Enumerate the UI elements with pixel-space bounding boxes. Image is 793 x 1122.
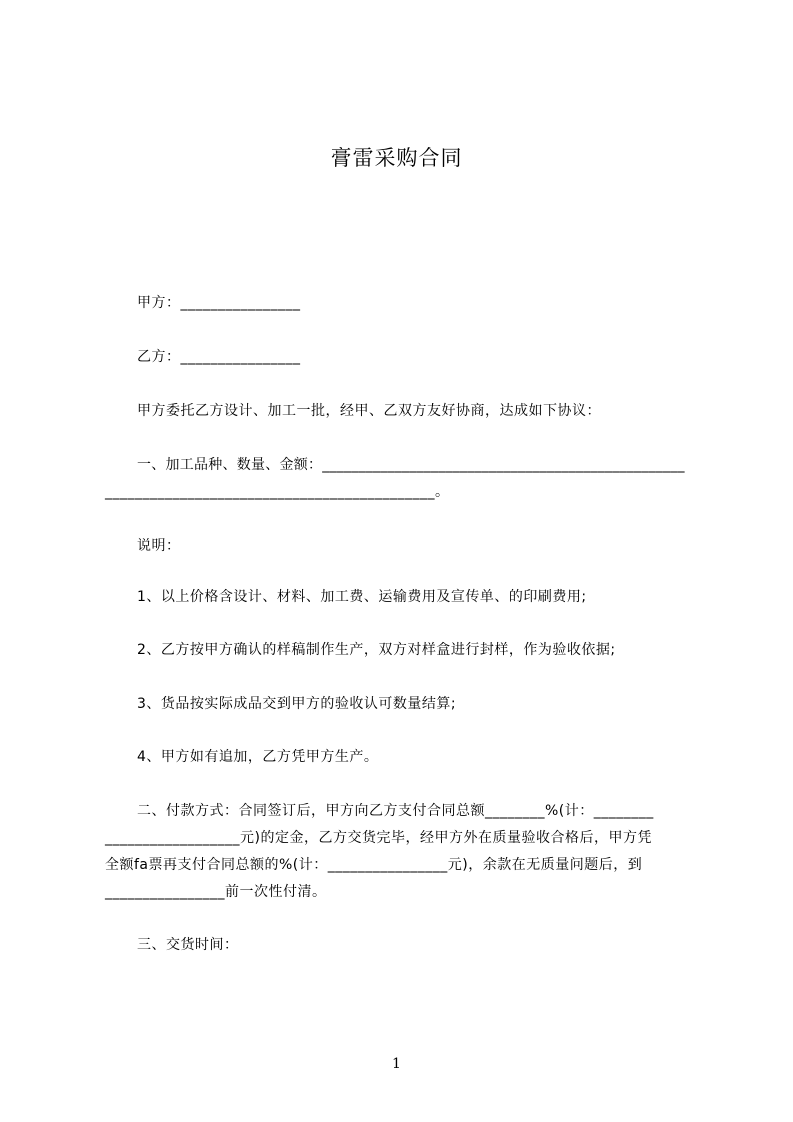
note-item-1: 1、以上价格含设计、材料、加工费、运输费用及宣传单、的印刷费用; bbox=[137, 589, 587, 605]
party-a-line: 甲方：________________ bbox=[137, 295, 301, 311]
page-number: 1 bbox=[392, 1056, 401, 1072]
section2-line4: ________________前一次性付清。 bbox=[105, 884, 327, 900]
section3-heading: 三、交货时间： bbox=[137, 937, 239, 953]
section1-line2: ____________________________________________。 bbox=[105, 484, 450, 500]
note-item-4: 4、甲方如有追加，乙方凭甲方生产。 bbox=[137, 749, 379, 765]
section2-line3: 全额fa票再支付合同总额的%(计：________________元)，余款在无质量问题后，到 bbox=[105, 857, 643, 873]
note-item-2: 2、乙方按甲方确认的样稿制作生产，双方对样盒进行封样，作为验收依据; bbox=[137, 642, 616, 658]
party-b-line: 乙方：________________ bbox=[137, 349, 301, 365]
document-title: 膏雷采购合同 bbox=[330, 146, 463, 170]
section2-line1: 二、付款方式：合同签订后，甲方向乙方支付合同总额________%(计：________ bbox=[137, 803, 654, 819]
section2-line2: __________________元)的定金，乙方交货完毕，经甲方外在质量验收合格后，甲方凭 bbox=[105, 830, 652, 846]
section1-line1: 一、加工品种、数量、金额：__________________________________________________ bbox=[137, 457, 685, 473]
intro-paragraph: 甲方委托乙方设计、加工一批，经甲、乙双方友好协商，达成如下协议： bbox=[137, 403, 601, 419]
notes-heading: 说明： bbox=[137, 538, 181, 554]
note-item-3: 3、货品按实际成品交到甲方的验收认可数量结算; bbox=[137, 696, 457, 712]
